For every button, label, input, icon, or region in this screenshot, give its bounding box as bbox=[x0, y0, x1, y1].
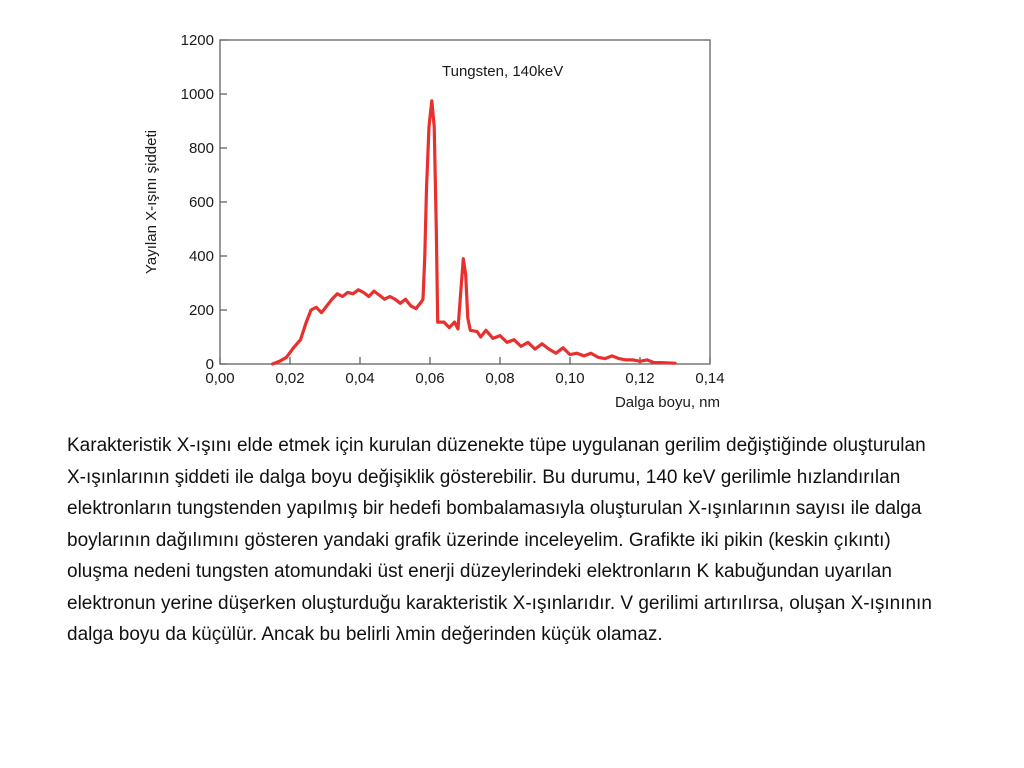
x-axis-title: Dalga boyu, nm bbox=[614, 394, 720, 411]
x-tick-label: 0,06 bbox=[415, 370, 445, 387]
y-tick-label: 1000 bbox=[180, 86, 214, 103]
y-tick-label: 1200 bbox=[180, 32, 214, 49]
series-line-tungsten bbox=[273, 101, 676, 364]
y-tick-label: 200 bbox=[188, 302, 214, 319]
x-tick-label: 0,04 bbox=[345, 370, 375, 387]
chart-annotation: Tungsten, 140keV bbox=[442, 63, 564, 80]
x-tick-label: 0,12 bbox=[625, 370, 655, 387]
chart-svg bbox=[120, 20, 740, 420]
x-tick-label: 0,14 bbox=[695, 370, 725, 387]
y-tick-label: 400 bbox=[188, 248, 214, 265]
y-tick-label: 600 bbox=[188, 194, 214, 211]
y-axis-title: Yayılan X-ışını şiddeti bbox=[143, 130, 160, 274]
y-tick-label: 800 bbox=[188, 140, 214, 157]
plot-frame bbox=[220, 40, 710, 364]
x-tick-label: 0,00 bbox=[205, 370, 235, 387]
description-paragraph: Karakteristik X-ışını elde etmek için kurulan düzenekte tüpe uygulanan gerilim değiştiğinde oluşturulan X-ışınlarının şiddeti ile dalga boyu değişiklik gösterebilir. Bu durumu, 140 keV gerilimle hızlandırılan elektronların tungstenden yapılmış bir hedefi bombalamasıyla oluşturulan X-ışınlarının sayısı ile dalga boylarının dağılımını gösteren yandaki grafik üzerinde inceleyelim. Grafikte iki pikin (keskin çıkıntı) oluşma nedeni tungsten atomundaki üst enerji düzeylerindeki elektronların K kabuğundan uyarılan elektronun yerine düşerken oluşturduğu karakteristik X-ışınlarıdır. V gerilimi artırılırsa, oluşan X-ışınının dalga boyu da küçülür. Ancak bu belirli λmin değerinden küçük olamaz. bbox=[67, 435, 932, 645]
x-tick-label: 0,08 bbox=[485, 370, 515, 387]
y-tick-label: 0 bbox=[205, 356, 214, 373]
xray-spectrum-chart bbox=[120, 20, 740, 420]
x-tick-label: 0,02 bbox=[275, 370, 305, 387]
x-tick-label: 0,10 bbox=[555, 370, 585, 387]
